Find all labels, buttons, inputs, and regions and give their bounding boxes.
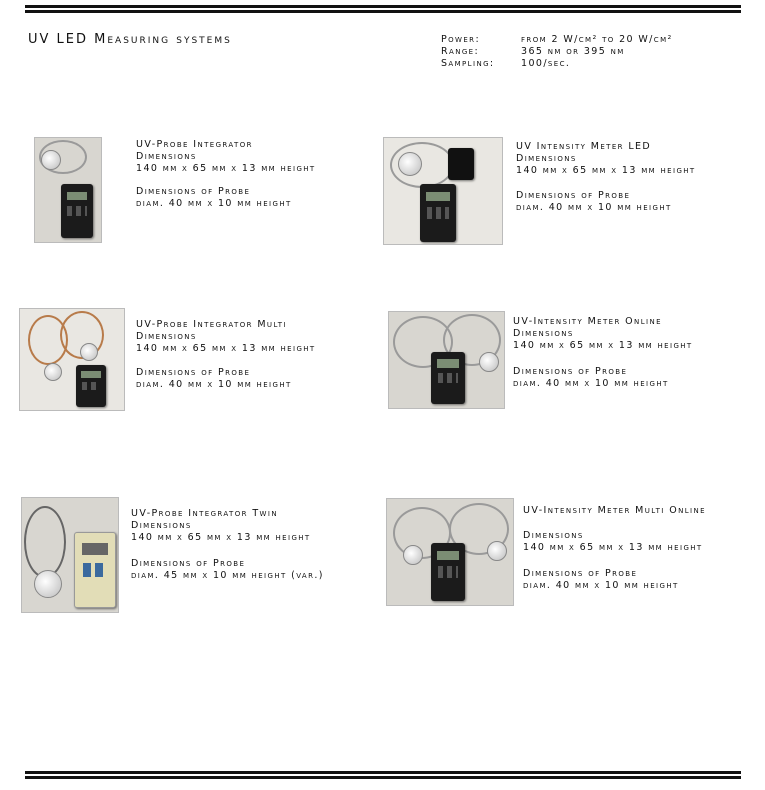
probe-dimensions-label: Dimensions of Probe <box>523 568 638 579</box>
product-text-1 <box>136 139 316 210</box>
spec-sampling <box>441 58 570 69</box>
product-photo-probe-integrator <box>34 137 102 243</box>
product-text-5 <box>131 508 324 582</box>
dimensions-label: Dimensions <box>136 151 197 162</box>
dimensions-label: Dimensions <box>513 328 574 339</box>
product-photo-intensity-meter-multi-online <box>386 498 514 606</box>
probe-dimensions-label: Dimensions of Probe <box>516 190 631 201</box>
probe-dimensions-label: Dimensions of Probe <box>513 366 628 377</box>
product-photo-intensity-meter-led <box>383 137 503 245</box>
dimensions-value: 140 mm x 65 mm x 13 mm height <box>516 165 696 176</box>
dimensions-label: Dimensions <box>516 153 577 164</box>
product-photo-intensity-meter-online <box>388 311 505 409</box>
dimensions-value: 140 mm x 65 mm x 13 mm height <box>136 343 316 354</box>
probe-dimensions-value: diam. 45 mm x 10 mm height (var.) <box>131 570 324 581</box>
dimensions-value: 140 mm x 65 mm x 13 mm height <box>523 542 703 553</box>
spec-label: Range: <box>441 46 480 57</box>
product-text-4 <box>513 316 693 390</box>
probe-dimensions-value: diam. 40 mm x 10 mm height <box>136 379 292 390</box>
probe-dimensions-value: diam. 40 mm x 10 mm height <box>136 198 292 209</box>
product-name: UV-Intensity Meter Multi Online <box>523 505 706 516</box>
product-name: UV-Probe Integrator Twin <box>131 508 278 519</box>
product-name: UV-Probe Integrator <box>136 139 253 150</box>
top-rule-2 <box>25 10 741 13</box>
product-text-2 <box>516 141 696 214</box>
spec-value: 100/sec. <box>521 58 571 69</box>
probe-dimensions-value: diam. 40 mm x 10 mm height <box>523 580 679 591</box>
spec-power <box>441 34 673 45</box>
dimensions-value: 140 mm x 65 mm x 13 mm height <box>136 163 316 174</box>
spec-range <box>441 46 625 57</box>
page-title: UV LED Measuring systems <box>28 32 232 47</box>
bottom-rule-1 <box>25 771 741 774</box>
probe-dimensions-value: diam. 40 mm x 10 mm height <box>513 378 669 389</box>
spec-value: 365 nm or 395 nm <box>521 46 625 57</box>
product-photo-probe-integrator-multi <box>19 308 125 411</box>
probe-dimensions-label: Dimensions of Probe <box>131 558 246 569</box>
dimensions-label: Dimensions <box>523 530 584 541</box>
product-photo-probe-integrator-twin <box>21 497 119 613</box>
product-name: UV Intensity Meter LED <box>516 141 652 152</box>
spec-value: from 2 W/cm² to 20 W/cm² <box>521 34 673 45</box>
spec-label: Power: <box>441 34 481 45</box>
dimensions-value: 140 mm x 65 mm x 13 mm height <box>131 532 311 543</box>
product-text-3 <box>136 319 316 391</box>
top-rule-1 <box>25 5 741 8</box>
probe-dimensions-label: Dimensions of Probe <box>136 367 251 378</box>
dimensions-label: Dimensions <box>136 331 197 342</box>
product-name: UV-Probe Integrator Multi <box>136 319 287 330</box>
dimensions-label: Dimensions <box>131 520 192 531</box>
spec-label: Sampling: <box>441 58 495 69</box>
probe-dimensions-value: diam. 40 mm x 10 mm height <box>516 202 672 213</box>
product-text-6 <box>523 505 706 592</box>
probe-dimensions-label: Dimensions of Probe <box>136 186 251 197</box>
product-name: UV-Intensity Meter Online <box>513 316 662 327</box>
bottom-rule-2 <box>25 776 741 779</box>
dimensions-value: 140 mm x 65 mm x 13 mm height <box>513 340 693 351</box>
